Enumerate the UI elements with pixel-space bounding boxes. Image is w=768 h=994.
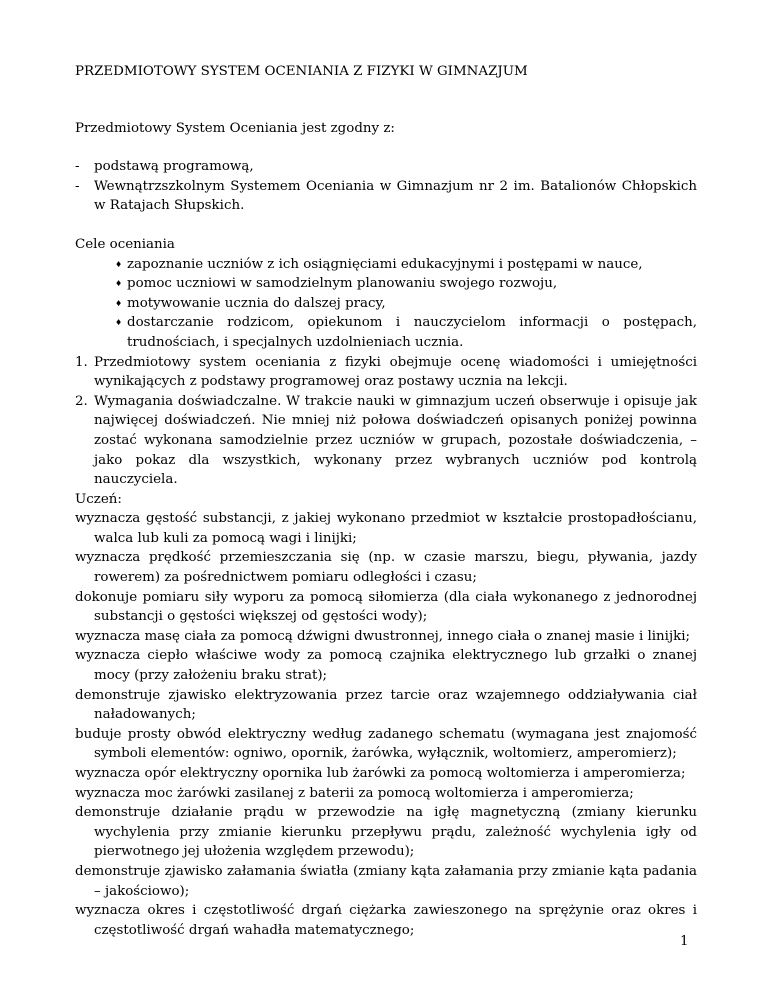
list-item: dokonuje pomiaru siły wyporu za pomocą siłomierza (dla ciała wykonanego z jednorodnej substancji o gęstości większej od gęstości wody); <box>75 589 697 625</box>
list-item: 1. Przedmiotowy system oceniania z fizyki obejmuje ocenę wiadomości i umiejętności wynikających z podstawy programowej oraz postawy ucznia na lekcji. <box>75 354 697 390</box>
list-item: ♦ motywowanie ucznia do dalszej pracy, <box>75 294 697 314</box>
numbered-list <box>75 353 697 490</box>
intro-text: Przedmiotowy System Oceniania jest zgodny z: <box>75 120 395 136</box>
goals-list <box>75 255 697 353</box>
list-item: demonstruje działanie prądu w przewodzie na igłę magnetyczną (zmiany kierunku wychylenia przy zmianie kierunku przepływu prądu, zależność wychylenia igły od pierwotnego jej ułożenia względem przewodu); <box>75 805 697 860</box>
dash-marker: - <box>75 178 80 194</box>
list-item: ♦ zapoznanie uczniów z ich osiągnięciami edukacyjnymi i postępami w nauce, <box>75 255 697 275</box>
list-item: ♦ pomoc uczniowi w samodzielnym planowaniu swojego rozwoju, <box>75 274 697 294</box>
diamond-bullet-icon: ♦ <box>115 279 123 289</box>
list-item: buduje prosty obwód elektryczny według zadanego schematu (wymagana jest znajomość symboli elementów: ogniwo, opornik, żarówka, wyłącznik, woltomierz, amperomierz); <box>75 726 697 762</box>
list-item: demonstruje zjawisko elektryzowania przez tarcie oraz wzajemnego oddziaływania ciał naładowanych; <box>75 687 697 723</box>
list-item: 2. Wymagania doświadczalne. W trakcie nauki w gimnazjum uczeń obserwuje i opisuje jak najwięcej doświadczeń. Nie mniej niż połowa doświadczeń opisanych poniżej powinna zostać wykonana samodzielnie przez uczniów w grupach, pozostałe doświadczenia, – jako pokaz dla wszystkich, wykonany przez wybranych uczniów pod kontrolą nauczyciela. <box>75 393 697 488</box>
requirements-list <box>75 509 697 940</box>
list-item: demonstruje zjawisko załamania światła (zmiany kąta załamania przy zmianie kąta padania – jakościowo); <box>75 863 697 899</box>
document-title: PRZEDMIOTOWY SYSTEM OCENIANIA Z FIZYKI W GIMNAZJUM <box>75 64 528 79</box>
page-number: 1 <box>680 934 689 949</box>
dash-marker: - <box>75 159 80 175</box>
list-item: wyznacza opór elektryczny opornika lub żarówki za pomocą woltomierza i amperomierza; <box>75 766 686 781</box>
list-item: wyznacza okres i częstotliwość drgań ciężarka zawieszonego na sprężynie oraz okres i częstotliwość drgań wahadła matematycznego; <box>75 903 697 938</box>
list-item: ♦ dostarczanie rodzicom, opiekunom i nauczycielom informacji o postępach, trudnościach, i specjalnych uzdolnieniach ucznia. <box>115 315 697 350</box>
goals-heading: Cele oceniania <box>75 236 175 252</box>
list-item: wyznacza ciepło właściwe wody za pomocą czajnika elektrycznego lub grzałki o znanej mocy (przy założeniu braku strat); <box>75 648 697 684</box>
item-number: 2. <box>75 393 88 409</box>
list-item: wyznacza prędkość przemieszczania się (np. w czasie marszu, biegu, pływania, jazdy rowerem) za pośrednictwem pomiaru odległości i czasu; <box>75 550 697 586</box>
item-number: 1. <box>75 354 88 370</box>
diamond-bullet-icon: ♦ <box>115 318 123 328</box>
compliance-list <box>75 157 697 216</box>
document-body <box>75 62 697 940</box>
list-item: - podstawą programową, <box>75 157 697 177</box>
diamond-bullet-icon: ♦ <box>115 298 123 308</box>
student-label: Uczeń: <box>75 491 122 507</box>
list-item: wyznacza moc żarówki zasilanej z baterii za pomocą woltomierza i amperomierza; <box>75 785 634 801</box>
list-item: wyznacza masę ciała za pomocą dźwigni dwustronnej, innego ciała o znanej masie i linijki; <box>75 628 691 644</box>
list-item: - Wewnątrzszkolnym Systemem Oceniania w Gimnazjum nr 2 im. Batalionów Chłopskich w Ratajach Słupskich. <box>75 178 697 214</box>
list-item: wyznacza gęstość substancji, z jakiej wykonano przedmiot w kształcie prostopadłościanu, walca lub kuli za pomocą wagi i linijki; <box>75 511 697 546</box>
diamond-bullet-icon: ♦ <box>115 259 123 269</box>
